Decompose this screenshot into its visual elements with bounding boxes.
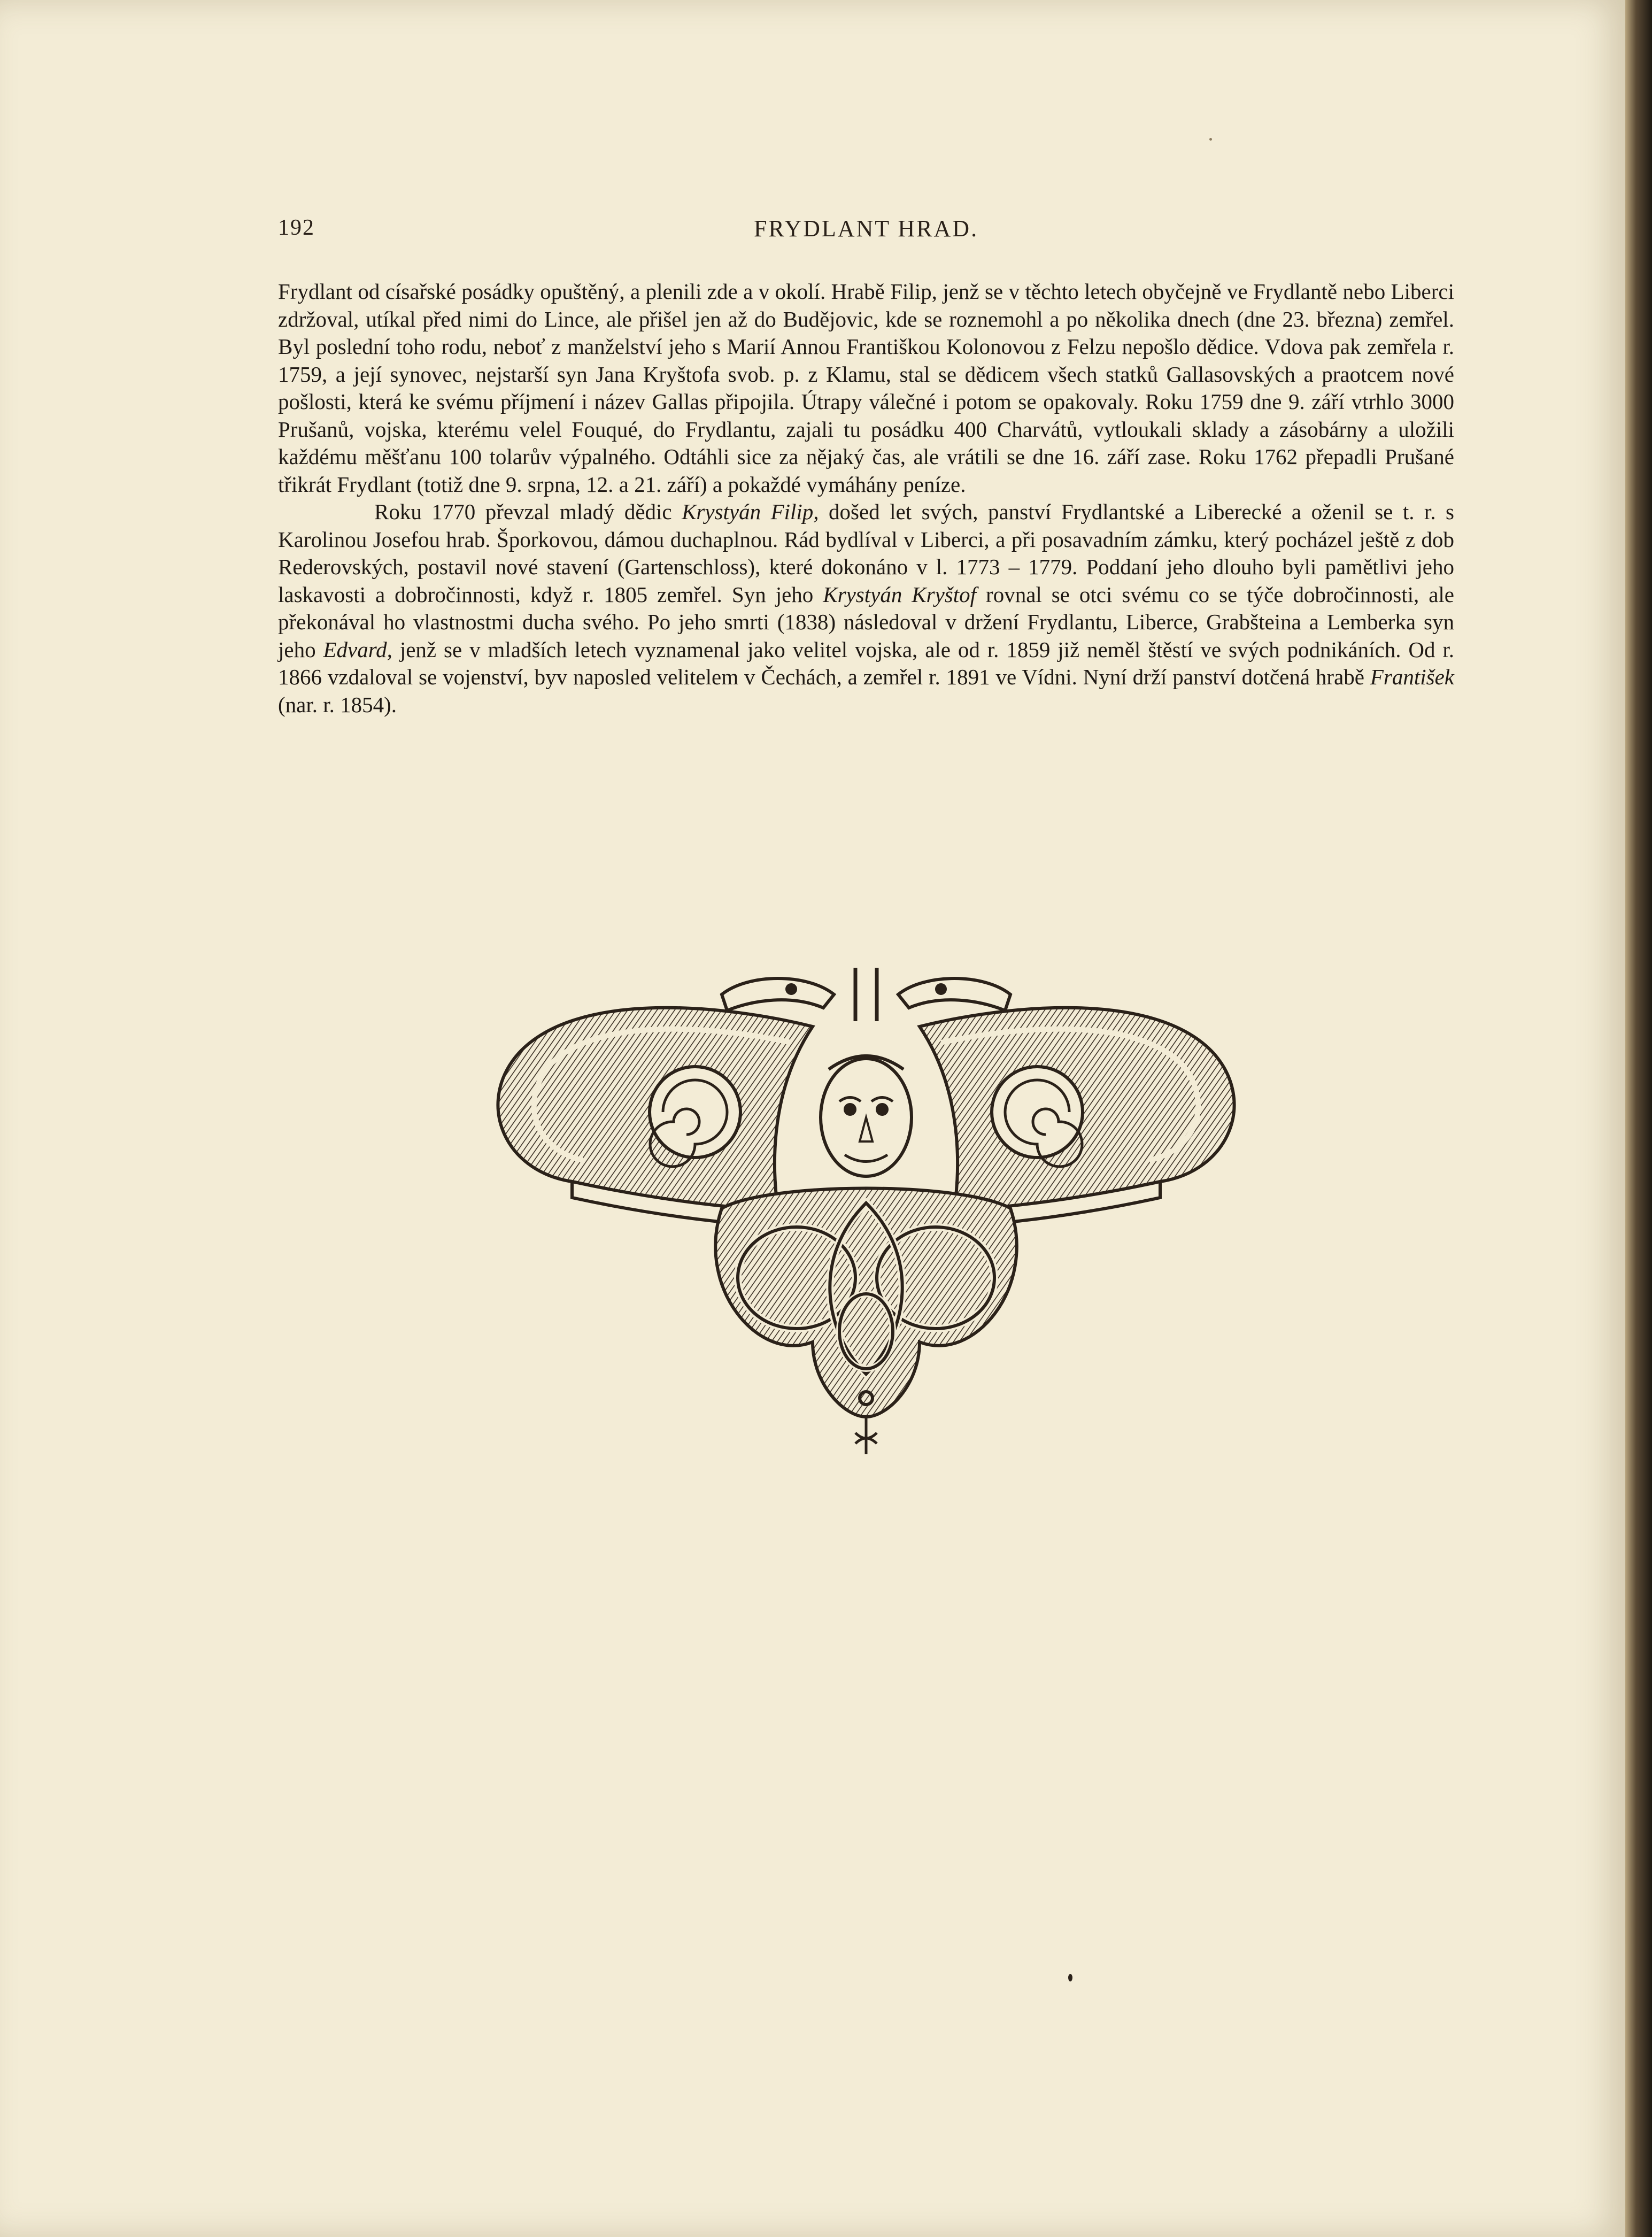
body-text [278,278,1454,719]
book-spine [1625,0,1652,2237]
p2-text-1: Roku 1770 převzal mladý dědic [374,499,682,524]
knotwork-body [715,1189,1016,1417]
paragraph-1 [278,278,1454,498]
running-title: FRYDLANT HRAD. [753,215,979,242]
bottom-finial [855,1417,877,1454]
paper-speck [1209,138,1212,141]
ink-dot [1068,1974,1072,1981]
p2-text-5: (nar. r. 1854). [278,692,397,717]
name-krystyan-filip: Krystyán Filip, [682,499,819,524]
p2-text-4: jenž se v mladších letech vyznamenal jako velitel vojska, ale od r. 1859 již neměl štěstí ve svých podnikáních. Od r. 1866 vzdaloval se vojenství, byv naposled velitelem v Čechách, a zemřel r. 1891 ve Vídni. Nyní drží panství dotčená hrabě [278,637,1455,689]
name-frantisek: František [1370,665,1454,689]
p2-text-2: došed let svých, panství Frydlantské a Liberecké a oženil se t. r. s Karolinou Josefou hrab. Šporkovou, dámou duchaplnou. Rád bydlíval v Liberci, a při posavadním zámku, který pocházel ještě z dob Rederovských, postavil nové stavení (Gartenschloss), které dokonáno v l. 1773 – 1779. Poddaní jeho dlouho byli pamětlivi jeho laskavosti a dobročinnosti, když r. 1805 zemřel. Syn jeho [278,499,1454,607]
page-header [278,210,1454,247]
paragraph-2 [278,498,1454,719]
page-number: 192 [278,215,315,240]
ornament-vignette [470,957,1262,1460]
right-dragon-head [898,978,1010,1010]
name-edvard: Edvard, [323,637,392,662]
p1-text: Frydlant od císařské posádky opuštěný, a plenili zde a v okolí. Hrabě Filip, jenž se v těchto letech obyčejně ve Frydlantě nebo Liberci zdržoval, utíkal před nimi do Lince, ale přišel jen až do Budějovic, kde se roznemohl a po několika dnech (dne 23. března) zemřel. Byl poslední toho rodu, neboť z manželství jeho s Marií Annou Františkou Kolonovou z Felzu nepošlo dědice. Vdova pak zemřela r. 1759, a její synovec, nejstarší syn Jana Kryštofa svob. p. z Klamu, stal se dědicem všech statků Gallasovských a praotcem nové pošlosti, která ke svému příjmení i název Gallas připojila. Útrapy válečné i potom se opakovaly. Roku 1759 dne 9. září vtrhlo 3000 Prušanů, vojska, kterému velel Fouqué, do Frydlantu, zajali tu posádku 400 Charvátů, vytloukali sklady a zásobárny a uložili každému měšťanu 100 tolarův výpalného. Odtáhli sice za nějaký čas, ale vrátili se dne 16. září zase. Roku 1762 přepadli Prušané třikrát Frydlant (totiž dne 9. srpna, 12. a 21. září) a pokaždé vymáhány peníze. [278,279,1454,497]
p2-text-3: rovnal se otci svému co se týče dobročinnosti, ale překonával ho vlastnostmi ducha svého. Po jeho smrti (1838) následoval v držení Frydlantu, Liberce, Grabšteina a Lemberka syn jeho [278,582,1454,662]
name-krystyan-krystof: Krystyán Kryštof [823,582,977,607]
left-dragon-head [722,978,834,1010]
